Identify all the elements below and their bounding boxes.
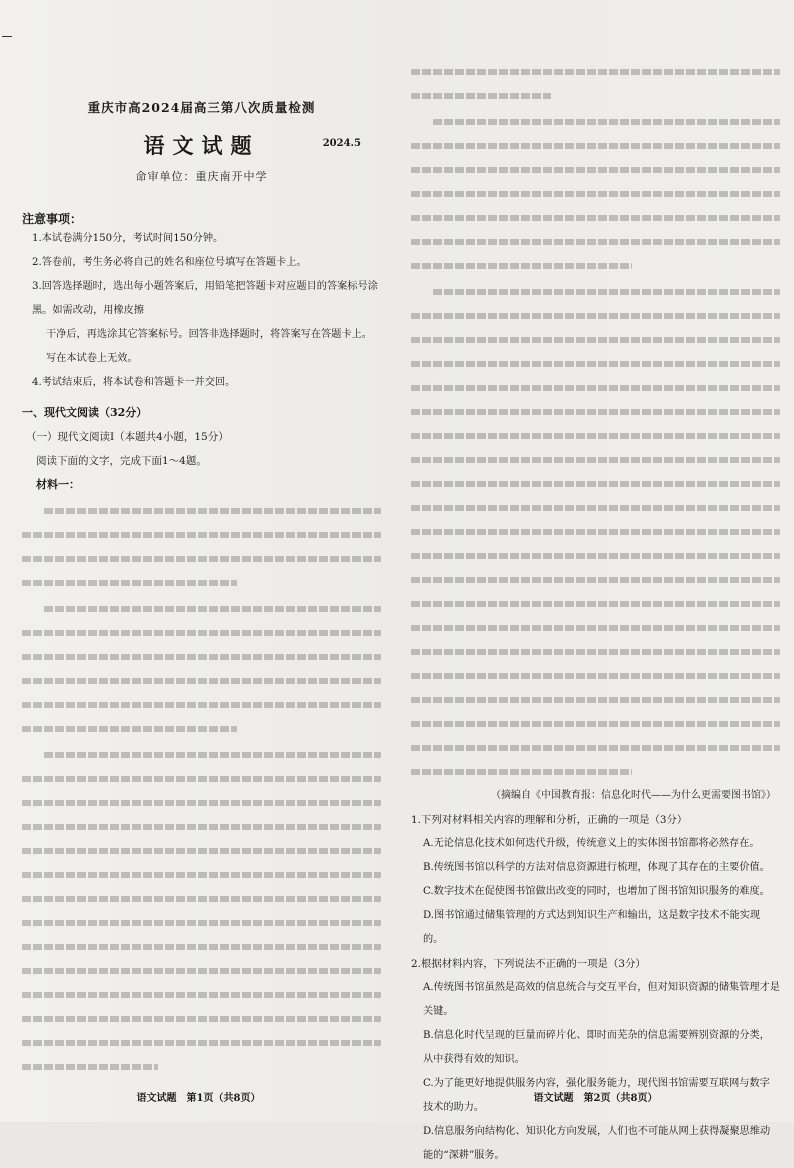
text-line (411, 424, 780, 448)
text-line (22, 887, 381, 911)
text-line (411, 84, 780, 108)
exam-date: 2024.5 (322, 138, 361, 149)
text-line (22, 911, 381, 935)
question-1-option-a: A.无论信息化技术如何迭代升级，传统意义上的实体图书馆都将必然存在。 (423, 838, 760, 849)
text-line (22, 717, 381, 741)
text-line (411, 400, 780, 424)
question-2-option-c: C.为了能更好地提供服务内容，强化服务能力，现代图书馆需要互联网与数字技术的助力。 (423, 1078, 770, 1113)
text-line (22, 743, 381, 767)
text-line (22, 523, 381, 547)
subject-title: 语文试题 (143, 133, 260, 158)
text-line (22, 645, 381, 669)
text-line (411, 206, 780, 230)
note-item: 3.回答选择题时，选出每小题答案后，用铅笔把答题卡对应题目的答案标号涂黑。如需改动，用橡皮擦 (32, 281, 378, 316)
text-line (22, 791, 381, 815)
text-line (411, 712, 780, 736)
text-line (411, 230, 780, 254)
text-line (22, 863, 381, 887)
question-1-option-d: D.图书馆通过储集管理的方式达到知识生产和输出，这是数字技术不能实现的。 (423, 910, 761, 945)
author-unit: 命审单位：重庆南开中学 (135, 170, 268, 183)
text-line (22, 983, 381, 1007)
text-line (22, 571, 381, 595)
exam-title: 重庆市高2024届高三第八次质量检测 (87, 100, 316, 115)
text-line (411, 182, 780, 206)
text-line (411, 158, 780, 182)
text-line (411, 60, 780, 84)
text-line (411, 736, 780, 760)
note-item: 2.答卷前，考生务必将自己的姓名和座位号填写在答题卡上。 (32, 257, 307, 268)
question-1-stem: 1.下列对材料相关内容的理解和分析，正确的一项是（3分） (411, 814, 688, 826)
text-line (411, 352, 780, 376)
passage-paragraph (22, 499, 381, 595)
subject-row (22, 130, 381, 158)
exam-page-1 (0, 0, 397, 1122)
exam-page-2 (397, 0, 794, 1161)
text-line (411, 496, 780, 520)
text-line (22, 621, 381, 645)
material-label: 材料一： (36, 478, 80, 491)
section-heading: 一、现代文阅读（32分） (22, 406, 148, 419)
question-2-option-b: B.信息化时代呈现的巨量而碎片化、即时而芜杂的信息需要辨别资源的分类，从中获得有效的知识。 (423, 1030, 770, 1065)
passage-paragraph (22, 597, 381, 741)
text-line (22, 499, 381, 523)
text-line (22, 1031, 381, 1055)
text-line (22, 1007, 381, 1031)
text-line (411, 664, 780, 688)
passage-paragraph (411, 60, 780, 108)
text-line (411, 376, 780, 400)
text-line (411, 616, 780, 640)
question-1-option-b: B.传统图书馆以科学的方法对信息资源进行梳理，体现了其存在的主要价值。 (423, 862, 770, 873)
text-line (411, 254, 780, 278)
text-line (22, 1055, 381, 1079)
text-line (411, 592, 780, 616)
page-footer: 语文试题 第2页（共8页） (533, 1093, 658, 1104)
notes-title: 注意事项： (22, 212, 83, 226)
text-line (411, 304, 780, 328)
question-2-stem: 2.根据材料内容，下列说法不正确的一项是（3分） (411, 958, 646, 970)
text-line (22, 959, 381, 983)
text-line (411, 448, 780, 472)
text-line (22, 839, 381, 863)
page-footer: 语文试题 第1页（共8页） (136, 1093, 261, 1104)
reading-instruction: 阅读下面的文字，完成下面1～4题。 (36, 455, 207, 467)
text-line (411, 520, 780, 544)
text-line (22, 935, 381, 959)
text-line (411, 134, 780, 158)
text-line (411, 328, 780, 352)
text-line (411, 568, 780, 592)
text-line (411, 760, 780, 784)
question-1-option-c: C.数字技术在促使图书馆做出改变的同时，也增加了图书馆知识服务的难度。 (423, 886, 770, 897)
text-line (411, 640, 780, 664)
text-line (411, 544, 780, 568)
text-line (411, 280, 780, 304)
passage-paragraph (22, 743, 381, 1079)
question-2-option-d: D.信息服务向结构化、知识化方向发展，人们也不可能从网上获得凝聚思维动能的“深耕”服务。 (423, 1126, 771, 1161)
text-line (22, 597, 381, 621)
text-line (22, 815, 381, 839)
subsection-heading: （一）现代文阅读Ⅰ（本题共4小题，15分） (26, 431, 229, 443)
note-item: 1.本试卷满分150分，考试时间150分钟。 (32, 233, 224, 244)
text-line (411, 472, 780, 496)
question-2-option-a: A.传统图书馆虽然是高效的信息统合与交互平台，但对知识资源的储集管理才是关键。 (423, 982, 780, 1017)
text-line (411, 688, 780, 712)
text-line (22, 547, 381, 571)
source-citation: （摘编自《中国教育报：信息化时代——为什么更需要图书馆》） (491, 790, 776, 801)
passage-paragraph (411, 280, 780, 784)
passage-paragraph (411, 110, 780, 278)
note-item: 干净后，再选涂其它答案标号。回答非选择题时，将答案写在答题卡上。写在本试卷上无效。 (46, 329, 372, 364)
text-line (411, 110, 780, 134)
note-item: 4.考试结束后，将本试卷和答题卡一并交回。 (32, 377, 236, 388)
text-line (22, 693, 381, 717)
text-line (22, 669, 381, 693)
text-line (22, 767, 381, 791)
